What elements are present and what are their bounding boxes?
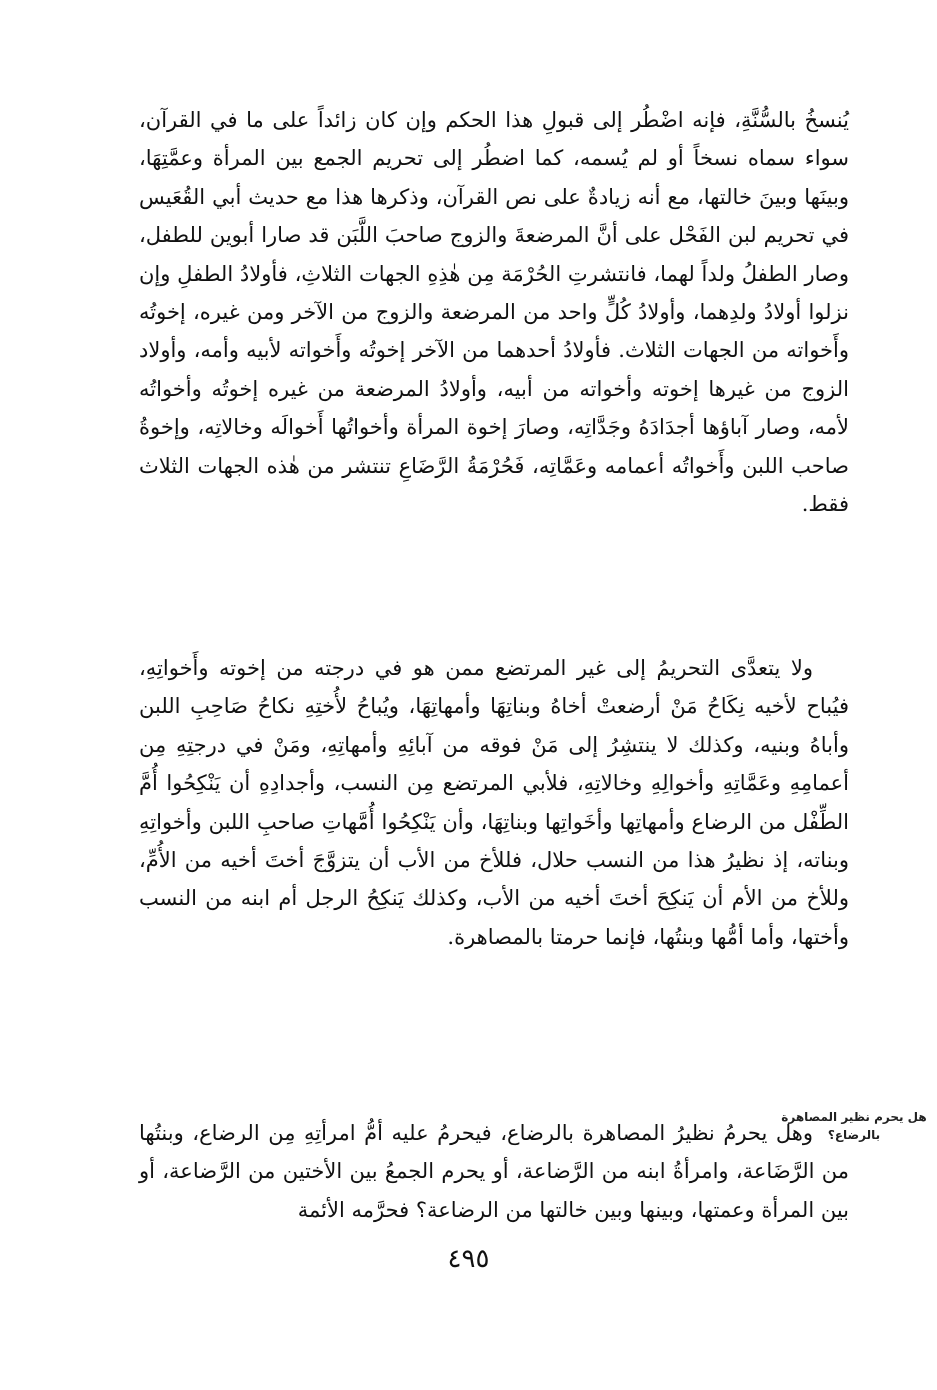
margin-note: هل يحرم نظير المصاهرة بالرضاع؟: [781, 1110, 927, 1142]
page-number: ٤٩٥: [447, 1244, 490, 1274]
paragraph-2: ولا يتعدَّى التحريمُ إلى غير المرتضع ممن هو في درجته من إخوته وأَخواتِهِ، فيُباح لأخيه نِكَاحُ مَنْ أرضعتْ أخاهُ وبناتِهَا وأمهاتِهَا، ويُباحُ لأُختِهِ نكاحُ صَاحِبِ اللبن وأباهُ وبنيه، وكذلك لا ينتشِرُ إلى مَنْ فوقه من آبائِهِ وأمهاتِهِ، ومَنْ في درجتِهِ مِن أعمامِهِ وعَمَّاتِهِ وأخوالِهِ وخالاتِهِ، فلأبي المرتضع مِن النسب، وأجدادِهِ أن يَنْكِحُوا أُمَّ الطِّفْل من الرضاع وأمهاتِها وأخَواتِها وبناتِهَا، وأن يَنْكِحُوا أُمَّهاتِ صاحبِ اللبن وأخواتِهِ وبناته، إذ نظيرُ هذا من النسب حلال، فللأخ من الأب أن يتزوَّجَ أختَ أخيه من الأُمِّ، وللأخ من الأم أن يَنكِحَ أختَ أخيه من الأب، وكذلك يَنكِحُ الرجل أم ابنه من النسب وأختها، وأما أمُّها وبنتُها، فإنما حرمتا بالمصاهرة.: [139, 656, 850, 949]
paragraph-3: وهل يحرمُ نظيرُ المصاهرة بالرضاع، فيحرمُ عليه أمُّ امرأتِهِ مِن الرضاع، وبنتُها من الرَّضَاعة، وامرأةُ ابنه من الرَّضاعة، أو يحرم الجمعُ بين الأختين من الرَّضاعة، أو بين المرأة وعمتها، وبينها وبين خالتها من الرضاعة؟ فحرَّمه الأئمة: [139, 1121, 849, 1222]
paragraph-1: يُنسخُ بالسُّنَّةِ، فإنه اضْطُر إلى قبولِ هذا الحكم وإن كان زائداً على ما في القرآن، سواء سماه نسخاً أو لم يُسمه، كما اضطُر إلى تحريم الجمع بين المرأة وعمَّتِهَا، وبينَها وبينَ خالتها، مع أنه زيادةٌ على نص القرآن، وذكرها هذا مع حديث أبي القُعَيس في تحريم لبن الفَحْل على أنَّ المرضعةَ والزوج صاحبَ اللَّبَن قد صارا أبوين للطفل، وصار الطفلُ ولداً لهما، فانتشرتِ الحُرْمَة مِن هٰذِهِ الجهات الثلاثِ، فأولادُ الطفلِ وإن نزلوا أولادُ ولدِهما، وأولادُ كُلٍّ واحد من المرضعة والزوج من الآخر ومن غيره، إخوتُه وأَخواته من الجهات الثلاث. فأولادُ أحدهما من الآخر إخوتُه وأَخواته لأبيه وأمه، وأولاد الزوج من غيرها إخوته وأخواته من أبيه، وأولادُ المرضعة من غيره إخوتُه وأخواتُه لأمه، وصار آباؤها أجدَادَهُ وجَدَّاتِه، وصارَ إخوة المرأة وأخواتُها أَخوالَه وخالاتِه، وإخوةُ صاحب اللبن وأَخواتُه أعمامه وعَمَّاتِه، فَحُرْمَةُ الرَّضَاعِ تنتشر من هٰذه الجهات الثلاث فقط.: [139, 108, 849, 517]
